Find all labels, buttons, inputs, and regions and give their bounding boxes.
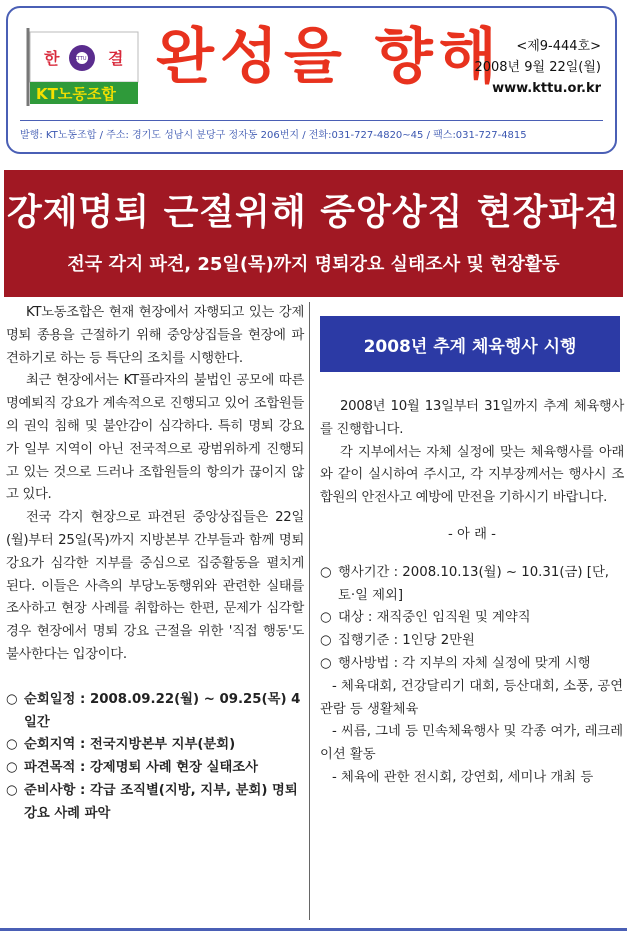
- sub-list-item: - 체육에 관한 전시회, 강연회, 세미나 개최 등: [332, 769, 594, 785]
- circle-bullet-icon: ○: [320, 610, 332, 626]
- issue-number: <제9-444호>: [516, 39, 601, 54]
- left-paragraph: KT노동조합은 현재 현장에서 자행되고 있는 강제명퇴 종용을 근절하기 위해 중앙상집들을 현장에 파견하기로 하는 등 특단의 조치를 시행한다.: [6, 305, 304, 366]
- sub-list-item: - 씨름, 그네 등 민속체육행사 및 각종 여가, 레크레이션 활동: [320, 724, 624, 763]
- website-url[interactable]: www.kttu.or.kr: [492, 81, 601, 96]
- list-item-text: 준비사항 : 각급 조직별(지방, 지부, 분회) 명퇴강요 사례 파악: [24, 782, 298, 821]
- right-paragraph: 각 지부에서는 자체 실정에 맞는 체육행사를 아래와 같이 실시하여 주시고, 각 지부장께서는 행사시 조합원의 안전사고 예방에 만전을 기하시기 바랍니다.: [320, 444, 624, 506]
- list-item-text: 집행기준 : 1인당 2만원: [338, 633, 475, 649]
- schedule-list: [6, 689, 304, 826]
- list-item: [320, 630, 624, 653]
- flag-banner-text: KT노동조합: [36, 85, 116, 103]
- list-item-text: 순회일정 : 2008.09.22(월) ~ 09.25(목) 4일간: [24, 691, 301, 730]
- circle-bullet-icon: ○: [6, 782, 18, 798]
- circle-bullet-icon: ○: [320, 564, 332, 580]
- list-item: [6, 780, 304, 826]
- sub-headline: 전국 각지 파견, 25일(목)까지 명퇴강요 실태조사 및 현장활동: [67, 254, 560, 275]
- bottom-divider: [0, 928, 627, 931]
- masthead-divider: [20, 120, 603, 121]
- sports-event-title-box: 2008년 추계 체육행사 시행: [320, 316, 620, 372]
- issue-date: 2008년 9월 22일(월): [474, 60, 601, 75]
- flag-logo-text: KTTU: [74, 56, 87, 62]
- left-column: [6, 302, 304, 826]
- circle-bullet-icon: ○: [320, 655, 332, 671]
- details-label: - 아 래 -: [448, 526, 496, 542]
- right-paragraph: 2008년 10월 13일부터 31일까지 추계 체육행사를 진행합니다.: [320, 399, 624, 437]
- list-item-text: 행사기간 : 2008.10.13(월) ~ 10.31(금) [단, 토·일 제외]: [338, 564, 610, 603]
- list-item: [6, 734, 304, 757]
- list-item-text: 대상 : 재직중인 임직원 및 계약직: [338, 610, 531, 626]
- list-item: [6, 757, 304, 780]
- flag-text-left: 한: [44, 49, 60, 68]
- sports-event-body: [320, 396, 624, 790]
- headline-banner: [4, 170, 623, 297]
- flag-text-right: 결: [108, 49, 124, 68]
- circle-bullet-icon: ○: [6, 737, 18, 753]
- list-item-text: 파견목적 : 강제명퇴 사례 현장 실태조사: [24, 760, 258, 776]
- circle-bullet-icon: ○: [6, 760, 18, 776]
- list-item-text: 순회지역 : 전국지방본부 지부(분회): [24, 737, 236, 753]
- column-divider: [309, 302, 310, 920]
- list-item: [320, 653, 624, 676]
- union-flag-logo: [22, 28, 140, 106]
- circle-bullet-icon: ○: [6, 691, 18, 707]
- left-paragraph: 전국 각지 현장으로 파견된 중앙상집들은 22일(월)부터 25일(목)까지 지방본부 간부들과 함께 명퇴강요가 심각한 지부를 중심으로 집중활동을 펼치게 된다. 이들은 사측의 부당노동행위와 관련한 실태를 조사하고 현장 사례를 취합하는 한편, 문제가 심각할 경우 현장에서 명퇴 강요 근절을 위한 '직접 행동'도 불사한다는 입장이다.: [6, 510, 304, 662]
- masthead: [6, 6, 617, 154]
- newsletter-title: 완성을 향해: [156, 22, 503, 92]
- sub-list-item: - 체육대회, 건강달리기 대회, 등산대회, 소풍, 공연관람 등 생활체육: [320, 678, 624, 717]
- issue-info: [474, 36, 601, 99]
- list-item: [6, 689, 304, 735]
- list-item: [320, 562, 624, 608]
- list-item: [320, 607, 624, 630]
- publisher-line: 발행: KT노동조합 / 주소: 경기도 성남시 분당구 정자동 206번지 / 전화:031-727-4820~45 / 팩스:031-727-4815: [20, 130, 527, 141]
- circle-bullet-icon: ○: [320, 633, 332, 649]
- list-item-text: 행사방법 : 각 지부의 자체 실정에 맞게 시행: [338, 655, 591, 671]
- main-headline: 강제명퇴 근절위해 중앙상집 현장파견: [6, 192, 621, 233]
- left-paragraph: 최근 현장에서는 KT플라자의 불법인 공모에 따른 명예퇴직 강요가 계속적으로 진행되고 있어 조합원들의 권익 침해 및 불안감이 심각하다. 특히 명퇴 강요가 일부 지역이 아닌 전국적으로 광범위하게 진행되고 있는 것으로 드러나 조합원들의 항의가 끊이지 않고 있다.: [6, 373, 304, 503]
- right-column: [320, 316, 624, 790]
